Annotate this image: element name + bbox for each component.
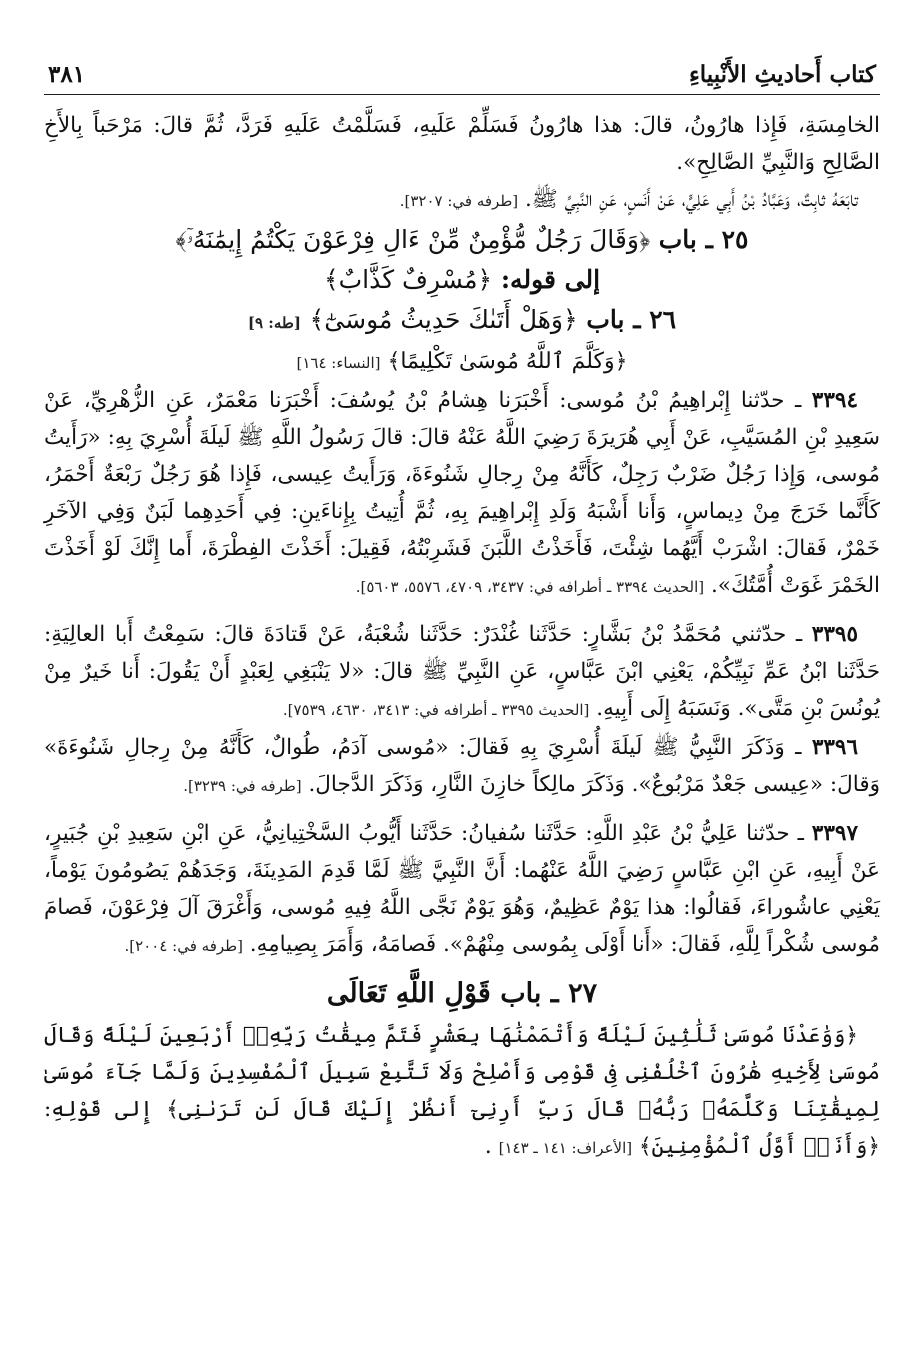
bab-25-ila-ayah: ﴿مُسْرِفٌ كَذَّابٌ﴾ xyxy=(323,265,493,294)
bab-27-ayah: ﴿وَوَٰعَدْنَا مُوسَىٰ ثَلَٰثِينَ لَيْلَةً وَأَتْمَمْنَٰهَا بِعَشْرٍ فَتَمَّ مِيقَٰتُ رَبِّهِۦٓ أَرْبَعِينَ لَيْلَةً وَقَالَ مُوسَىٰ لِأَخِيهِ هَٰرُونَ ٱخْلُفْنِى فِى قَوْمِى وَأَصْلِحْ وَلَا تَتَّبِعْ سَبِيلَ ٱلْمُفْسِدِينَ وَلَمَّا جَآءَ مُوسَىٰ لِمِيقَٰتِنَا وَكَلَّمَهُۥ رَبُّهُۥ قَالَ رَبِّ أَرِنِىٓ أَنظُرْ إِلَيْكَ قَالَ لَن تَرَىٰنِى﴾ xyxy=(44,1023,880,1122)
hadith-number: ٣٣٩٦ xyxy=(811,735,859,760)
bab-25-ayah: ﴿وَقَالَ رَجُلٌ مُّؤْمِنٌ مِّنْ ءَالِ فِرْعَوْنَ يَكْتُمُ إِيمَٰنَهُۥٓ﴾ xyxy=(175,225,651,254)
tabaahu-ref: [طرفه في: ٣٢٠٧]. xyxy=(399,192,519,210)
hadith-number: ٣٣٩٤ xyxy=(811,388,858,413)
hadith-text: ـ حدّثنا عَلِيُّ بْنُ عَبْدِ اللَّهِ: حَدَّثَنا سُفيانُ: حَدَّثَنا أَيُّوبُ السَّخْتِيانِيُّ، عَنِ ابْنِ سَعِيدِ بْنِ جُبَيرٍ، عَنْ أَبِيهِ، عَنِ ابْنِ عَبَّاسٍ رَضِيَ اللَّهُ عَنْهُما: أَنَّ النَّبِيَّ ﷺ لَمَّا قَدِمَ المَدِينَةَ، وَجَدَهُمْ يَصُومُونَ يَوْماً، يَعْنِي عاشُوراءَ، فَقالُوا: هذا يَوْمٌ عَظِيمٌ، وَهُوَ يَوْمٌ نَجَّى اللَّهُ فِيهِ مُوسى، وَأَغْرَقَ آلَ فِرْعَوْنَ، فَصامَ مُوسى شُكْراً لِلَّهِ، فَقالَ: «أَنا أَوْلَى بِمُوسى مِنْهُمْ». فَصامَهُ، وَأَمَرَ بِصِيامِهِ. xyxy=(44,821,880,957)
bab-26-ayah-1: ﴿وَهَلْ أَتَىٰكَ حَدِيثُ مُوسَىٰٓ﴾ xyxy=(309,305,578,334)
bab-26-heading xyxy=(44,300,880,343)
bab-27-ila-label: إِلى قَوْلِهِ: xyxy=(44,1097,153,1122)
hadith-number: ٣٣٩٧ xyxy=(811,821,858,846)
running-header xyxy=(44,48,880,95)
bab-26-ref-2: [النساء: ١٦٤] xyxy=(296,354,381,372)
bab-25-heading xyxy=(44,220,880,260)
hadith-text: ـ حدّثني مُحَمَّدُ بْنُ بَشَّارٍ: حَدَّثَنا غُنْدَرٌ: حَدَّثَنا شُعْبَةُ، عَنْ قَتادَةَ قالَ: سَمِعْتُ أَبا العالِيَةِ: حَدَّثَنا ابْنُ عَمِّ نَبِيِّكُمْ، يَعْنِي ابْنَ عَبَّاسٍ، عَنِ النَّبِيِّ ﷺ قالَ: «لا يَنْبَغِي لِعَبْدٍ أَنْ يَقُولَ: أَنا خَيرٌ مِنْ يُونُسَ بْنِ مَتَّى». وَنَسَبَهُ إِلَى أَبِيهِ. xyxy=(44,622,880,721)
hadith-continuation: الخامِسَةِ، فَإِذا هارُونُ، قالَ: هذا هارُونُ فَسَلِّمْ عَلَيهِ، فَسَلَّمْتُ عَلَيهِ فَرَدَّ، ثُمَّ قالَ: مَرْحَباً بِالأَخِ الصَّالِحِ وَالنَّبِيِّ الصَّالِحِ». xyxy=(44,113,880,175)
hadith-ref: [طرفه في: ٣٢٣٩]. xyxy=(183,777,302,795)
bab-27-ila-ayah: ﴿وَأَنَا۠ أَوَّلُ ٱلْمُؤْمِنِينَ﴾ xyxy=(638,1134,880,1159)
bab-27-ayah-block xyxy=(44,1017,880,1167)
hadith-ref: [طرفه في: ٢٠٠٤]. xyxy=(124,937,243,955)
bab-27-ref: [الأعراف: ١٤١ ـ ١٤٣] xyxy=(498,1139,633,1157)
hadith-3395 xyxy=(44,616,880,729)
bab-26-second-ayah xyxy=(44,343,880,382)
bab-26-label: ٢٦ ـ باب xyxy=(586,305,677,334)
hadith-ref: [الحديث ٣٣٩٥ ـ أطرافه في: ٣٤١٣، ٤٦٣٠، ٧٥٣٩]. xyxy=(282,701,590,719)
page-body xyxy=(44,107,880,1167)
hadith-3394 xyxy=(44,382,880,606)
hadith-number: ٣٣٩٥ xyxy=(811,622,858,647)
bab-25-ila-label: إلى قوله: xyxy=(500,265,601,294)
bab-26-ref-1: [طه: ٩] xyxy=(247,314,301,332)
page xyxy=(44,48,880,1167)
bab-25-ila xyxy=(44,260,880,300)
tabaahu-line xyxy=(44,181,880,220)
hadith-text: ـ حدّثنا إِبْراهِيمُ بْنُ مُوسى: أَخْبَرَنا هِشامُ بْنُ يُوسُفَ: أَخْبَرَنا مَعْمَرٌ، عَنِ الزُّهْرِيِّ، عَنْ سَعِيدِ بْنِ المُسَيَّبِ، عَنْ أَبِي هُرَيرَةَ رَضِيَ اللَّهُ عَنْهُ قالَ: قالَ رَسُولُ اللَّهِ ﷺ لَيلَةَ أُسْرِيَ بِهِ: «رَأَيتُ مُوسى، وَإِذا رَجُلٌ ضَرْبٌ رَجِلٌ، كَأَنَّهُ مِنْ رِجالِ شَنُوءَةَ، وَرَأَيتُ عِيسى، فَإِذا هُوَ رَجُلٌ رَبْعَةٌ أَحْمَرُ، كَأَنَّما خَرَجَ مِنْ دِيماسٍ، وَأَنا أَشْبَهُ وَلَدِ إِبْراهِيمَ بِهِ، ثُمَّ أُتِيتُ بِإِناءَينِ: فِي أَحَدِهِما لَبَنٌ وَفِي الآخَرِ خَمْرٌ، فَقالَ: اشْرَبْ أَيَّهُما شِئْتَ، فَأَخَذْتُ اللَّبَنَ فَشَرِبْتُهُ، فَقِيلَ: أَخَذْتَ الفِطْرَةَ، أَما إِنَّكَ لَوْ أَخَذْتَ الخَمْرَ غَوَتْ أُمَّتُكَ». xyxy=(44,388,880,598)
hadith-3396 xyxy=(44,729,880,805)
bab-27-end: . xyxy=(484,1134,492,1159)
bab-26-ayah-2: ﴿وَكَلَّمَ ٱللَّهُ مُوسَىٰ تَكْلِيمًا﴾ xyxy=(387,349,628,374)
page-number: ٣٨١ xyxy=(48,61,86,88)
bab-27-heading: ٢٧ ـ باب قَوْلِ اللَّهِ تَعَالَى xyxy=(326,978,598,1009)
tabaahu-text: تابَعَهُ ثابِتٌ، وَعَبَّادُ بْنُ أَبِي عَلِيٍّ، عَنْ أَنَسٍ، عَنِ النَّبِيِّ ﷺ. xyxy=(524,187,858,212)
hadith-ref: [الحديث ٣٣٩٤ ـ أطرافه في: ٣٤٣٧، ٤٧٠٩، ٥٥٧٦، ٥٦٠٣]. xyxy=(355,578,705,596)
bab-25-label: ٢٥ ـ باب xyxy=(658,225,749,254)
book-title: كتاب أَحاديثِ الأَنْبِياءِ xyxy=(688,61,876,88)
hadith-text: ـ وَذَكَرَ النَّبِيُّ ﷺ لَيلَةَ أُسْرِيَ بِهِ فَقالَ: «مُوسى آدَمُ، طُوالٌ، كَأَنَّهُ مِنْ رِجالِ شَنُوءَةَ» وَقالَ: «عِيسى جَعْدٌ مَرْبُوعٌ». وَذَكَرَ مالِكاً خازِنَ النَّارِ، وَذَكَرَ الدَّجالَ. xyxy=(44,735,880,797)
hadith-3397 xyxy=(44,815,880,965)
